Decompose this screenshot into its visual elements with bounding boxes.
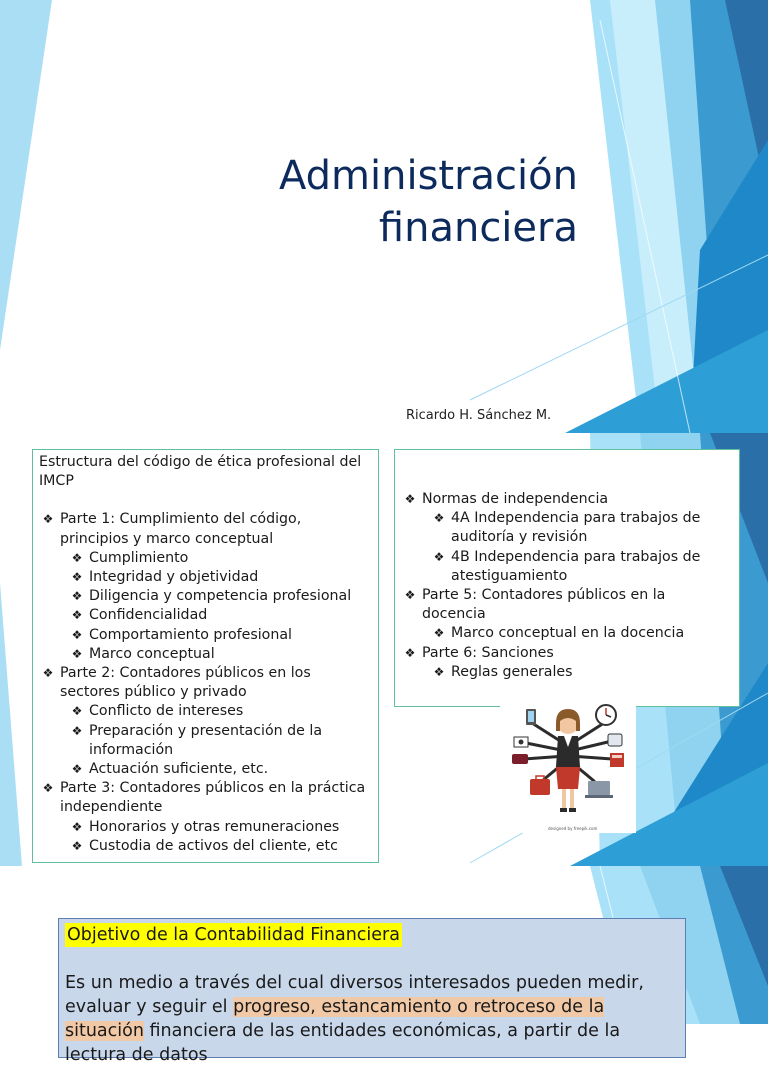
list-item	[68, 722, 372, 760]
part-label: Parte 5: Contadores públicos en la docencia	[422, 587, 666, 623]
presentation-title	[158, 150, 578, 254]
diamond-bullet-icon: ❖	[71, 646, 83, 661]
part-label: Parte 1: Cumplimiento del código, principios y marco conceptual	[60, 511, 302, 547]
list-item-part	[39, 664, 372, 779]
diamond-bullet-icon: ❖	[71, 762, 83, 777]
businesswoman-icon	[500, 701, 636, 833]
sub-list	[430, 663, 733, 682]
item-label: Confidencialidad	[89, 607, 208, 624]
multitasking-woman-illustration	[500, 701, 636, 833]
diamond-bullet-icon: ❖	[433, 549, 445, 564]
diamond-bullet-icon: ❖	[404, 492, 416, 506]
item-label: 4A Independencia para trabajos de auditoría y revisión	[451, 510, 701, 546]
objective-text-highlight: progreso, estancamiento o retroceso de la situación	[65, 997, 605, 1041]
list-item	[430, 509, 733, 547]
objective-text	[65, 971, 679, 1067]
item-label: Custodia de activos del cliente, etc	[89, 837, 338, 854]
list-item	[68, 837, 372, 856]
list-item	[68, 818, 372, 837]
item-label: Integridad y objetividad	[89, 569, 259, 586]
list-item-part	[401, 644, 733, 682]
diamond-bullet-icon: ❖	[71, 838, 83, 853]
sub-list	[68, 702, 372, 779]
diamond-bullet-icon: ❖	[42, 666, 54, 681]
list-item	[68, 645, 372, 664]
item-label: Conflicto de intereses	[89, 703, 244, 720]
diamond-bullet-icon: ❖	[71, 589, 83, 604]
part-label: Parte 2: Contadores públicos en los sectores público y privado	[60, 665, 311, 701]
list-item	[68, 702, 372, 721]
part-label: Parte 6: Sanciones	[422, 644, 554, 661]
item-label: Preparación y presentación de la información	[89, 722, 323, 758]
sub-list	[68, 549, 372, 664]
box-heading: Estructura del código de ética profesional del IMCP	[39, 454, 362, 490]
diamond-bullet-icon: ❖	[71, 704, 83, 719]
slide-objective	[0, 866, 768, 1065]
item-label: 4B Independencia para trabajos de atestiguamiento	[451, 548, 701, 584]
title-line-1: Administración	[278, 153, 578, 199]
item-label: Cumplimiento	[89, 549, 189, 566]
list-item	[430, 548, 733, 586]
slide-title	[0, 0, 768, 433]
item-label: Marco conceptual	[89, 645, 215, 662]
list-item-part	[401, 490, 733, 586]
diamond-bullet-icon: ❖	[71, 570, 83, 585]
objective-text-end: financiera de las entidades económicas, a partir de la lectura de datos	[65, 1021, 621, 1065]
author-name: Ricardo H. Sánchez M.	[406, 408, 552, 423]
diamond-bullet-icon: ❖	[42, 512, 54, 527]
item-label: Honorarios y otras remuneraciones	[89, 818, 340, 835]
part-label: Parte 3: Contadores públicos en la práctica independiente	[60, 780, 366, 816]
code-structure-right-box	[394, 449, 740, 707]
item-label: Diligencia y competencia profesional	[89, 588, 352, 605]
list-item-part	[39, 510, 372, 664]
item-label: Reglas generales	[451, 663, 573, 680]
list-item-part	[401, 586, 733, 644]
part-label: Normas de independencia	[422, 491, 609, 507]
title-line-2: financiera	[378, 205, 578, 251]
diamond-bullet-icon: ❖	[71, 627, 83, 642]
list-item	[68, 549, 372, 568]
image-credit: designed by freepik.com	[548, 826, 598, 831]
list-item	[68, 626, 372, 645]
sub-list	[68, 818, 372, 856]
item-label: Comportamiento profesional	[89, 626, 292, 643]
left-parts-list	[39, 510, 372, 856]
sub-list	[430, 509, 733, 586]
diamond-bullet-icon: ❖	[71, 723, 83, 738]
diamond-bullet-icon: ❖	[404, 588, 416, 603]
diamond-bullet-icon: ❖	[71, 819, 83, 834]
objective-text-start: Es un medio a través del cual diversos interesados pueden medir, evaluar y seguir el	[65, 973, 644, 1017]
right-parts-list	[401, 490, 733, 682]
diamond-bullet-icon: ❖	[433, 664, 445, 679]
objective-title: Objetivo de la Contabilidad Financiera	[67, 925, 400, 945]
diamond-bullet-icon: ❖	[433, 511, 445, 526]
sub-list	[430, 624, 733, 643]
item-label: Actuación suficiente, etc.	[89, 761, 269, 778]
list-item	[430, 624, 733, 643]
diamond-bullet-icon: ❖	[71, 550, 83, 565]
left-sliver	[0, 0, 52, 350]
diamond-bullet-icon: ❖	[42, 781, 54, 796]
list-item	[68, 568, 372, 587]
diamond-bullet-icon: ❖	[404, 645, 416, 660]
slide-code-structure	[0, 433, 768, 866]
list-item	[68, 606, 372, 625]
objective-box	[58, 918, 686, 1065]
list-item-part	[39, 779, 372, 856]
list-item	[430, 663, 733, 682]
diamond-bullet-icon: ❖	[71, 608, 83, 623]
code-structure-left-box	[32, 449, 379, 863]
item-label: Marco conceptual en la docencia	[451, 625, 685, 642]
list-item	[68, 587, 372, 606]
diamond-bullet-icon: ❖	[433, 626, 445, 641]
list-item	[68, 760, 372, 779]
